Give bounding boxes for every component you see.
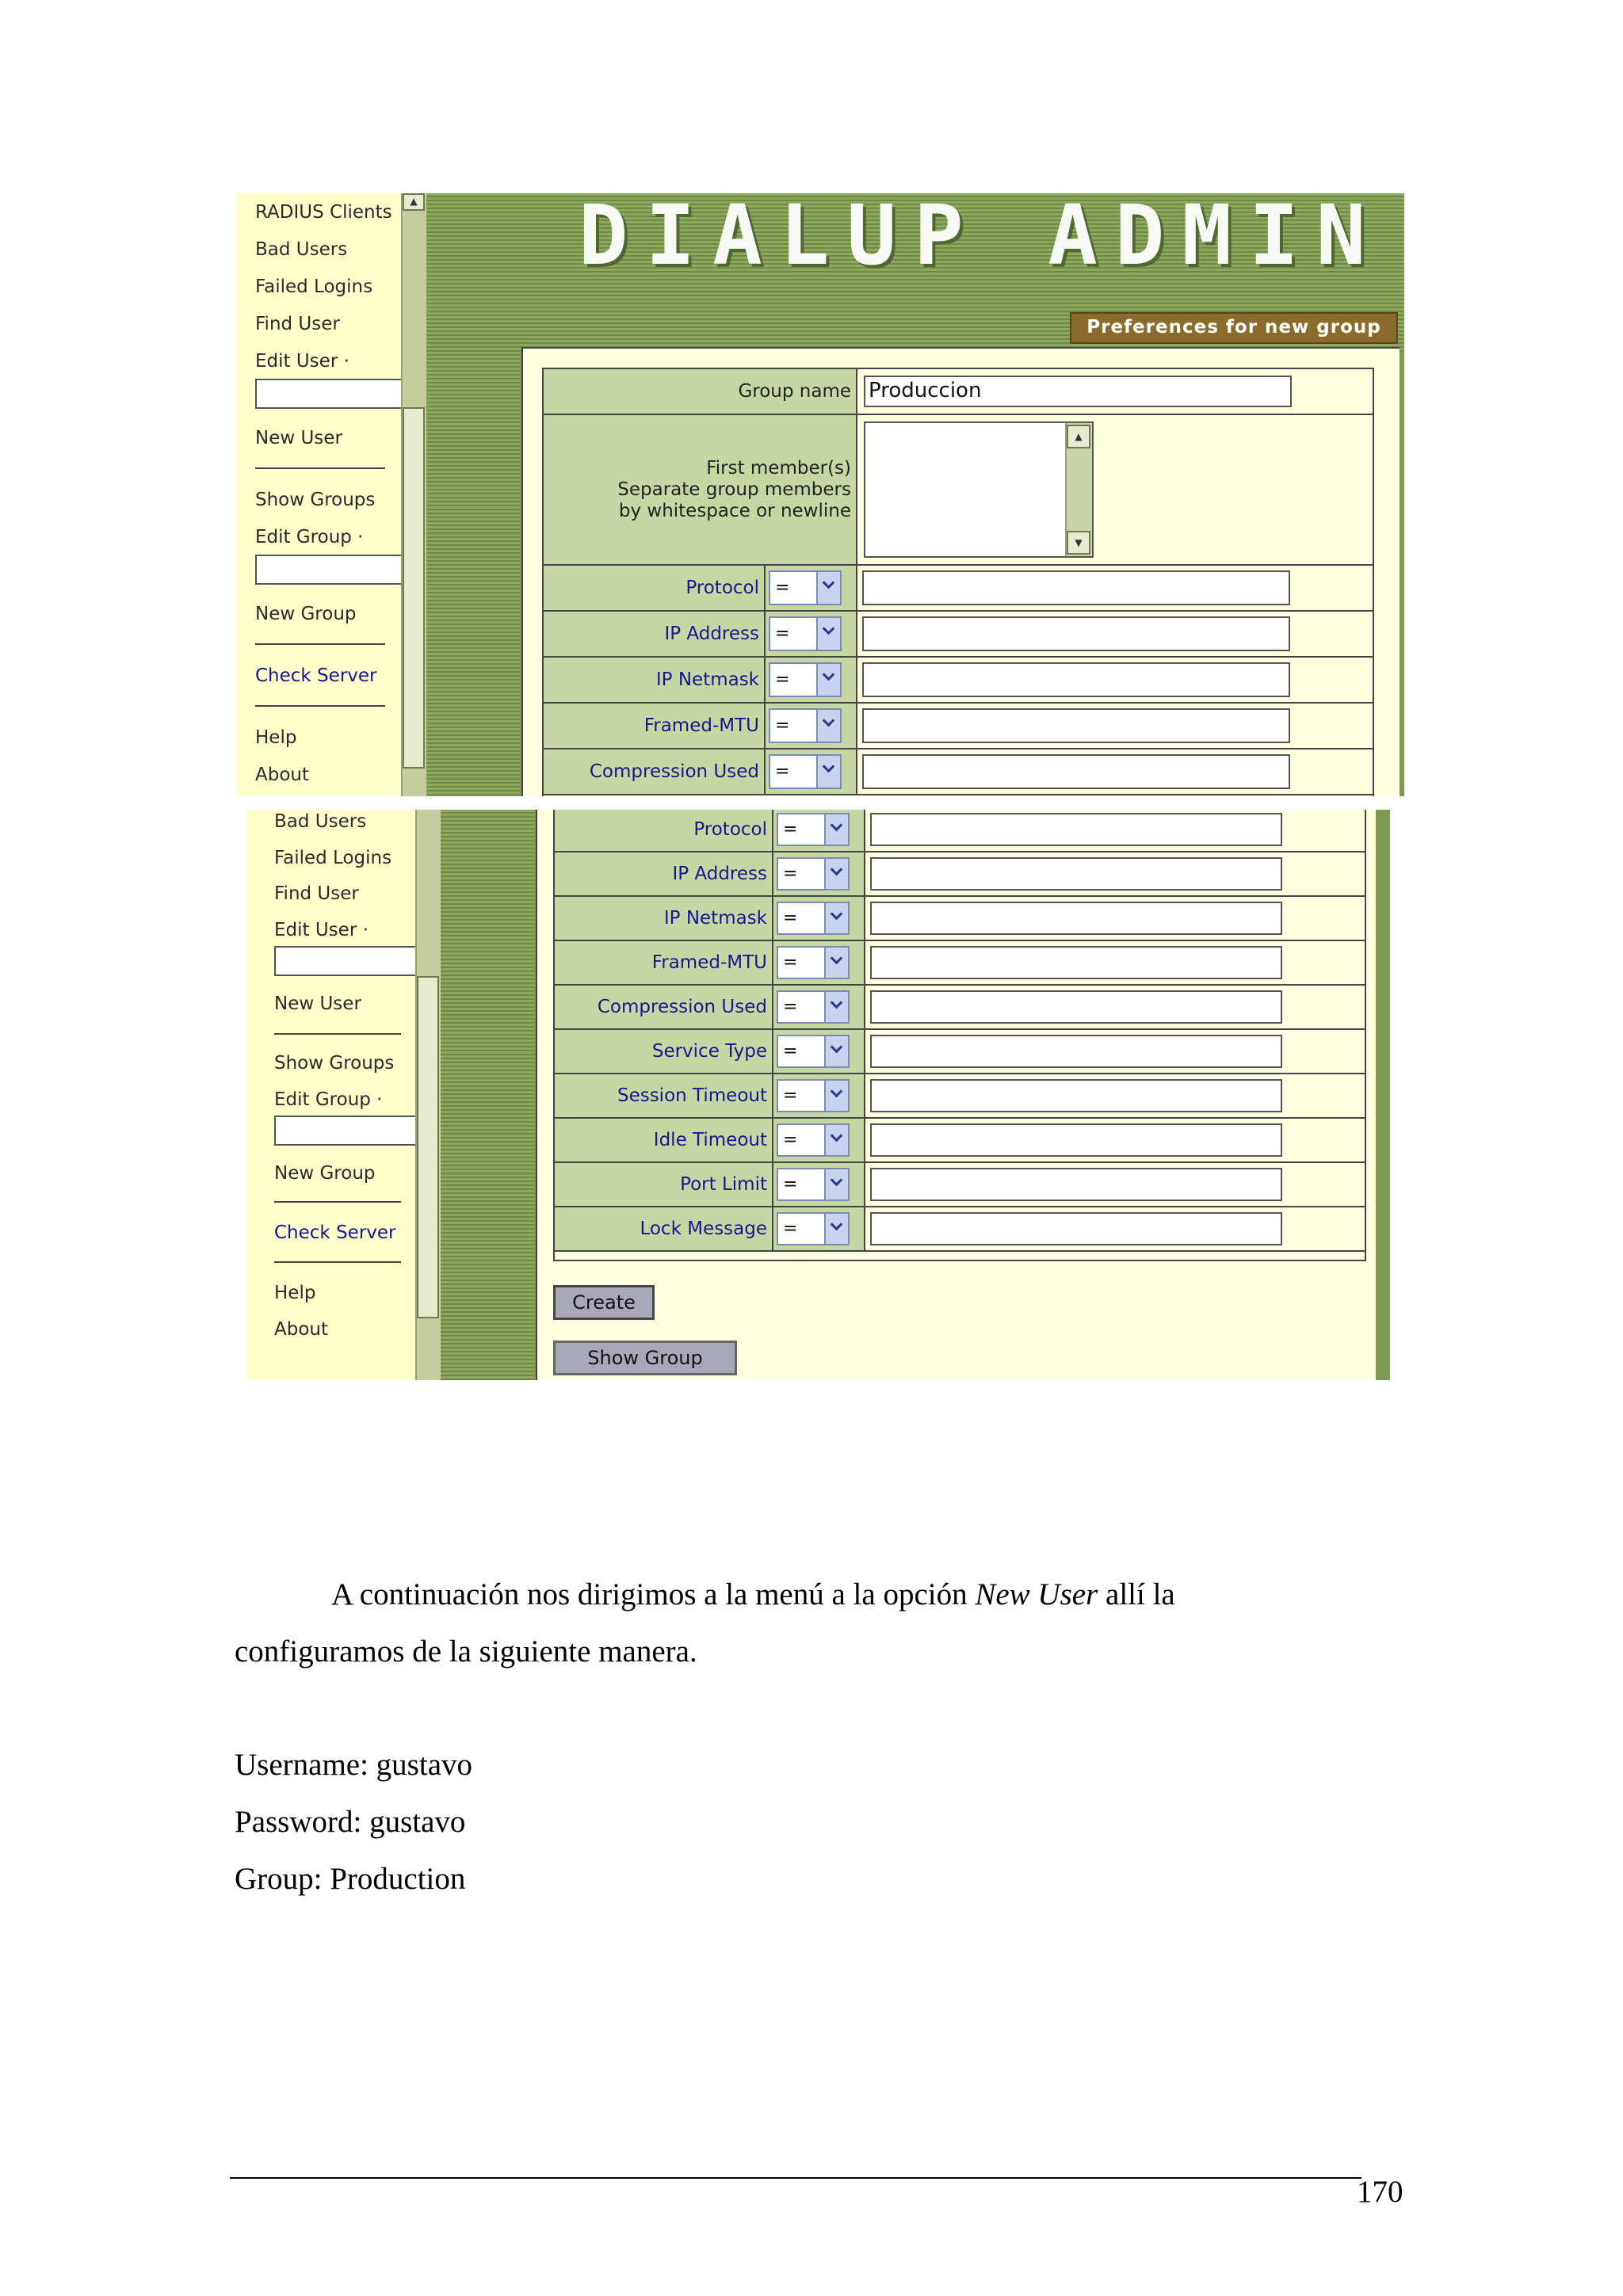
attribute-label: Framed-MTU: [544, 704, 766, 748]
sidebar-item-edit-user[interactable]: Edit User ·: [255, 351, 349, 372]
members-row: [544, 415, 1373, 566]
sidebar-nav: [236, 193, 401, 796]
sidebar-item-new-user[interactable]: New User: [255, 428, 342, 448]
operator-value: =: [775, 761, 790, 782]
chevron-down-icon[interactable]: [824, 948, 848, 978]
chevron-down-icon[interactable]: [824, 1125, 848, 1155]
password-line: Password: gustavo: [235, 1805, 466, 1839]
operator-select[interactable]: [777, 1123, 850, 1157]
operator-cell: [773, 852, 865, 895]
attribute-row: [544, 658, 1373, 704]
operator-cell: [773, 1074, 865, 1117]
sidebar-item-find-user[interactable]: Find User: [255, 314, 340, 334]
paragraph-text-end: allí la: [1098, 1577, 1175, 1611]
attribute-value-input[interactable]: [862, 708, 1290, 743]
sidebar-item-show-groups[interactable]: Show Groups: [255, 490, 376, 510]
attribute-label: Service Type: [555, 1030, 773, 1073]
attribute-row: [544, 704, 1373, 749]
paragraph-text-start: A continuación nos dirigimos a la menú a la opción: [331, 1577, 976, 1611]
left-stripe: [426, 352, 520, 796]
operator-select[interactable]: [777, 813, 850, 846]
sidebar-item-help[interactable]: Help: [274, 1283, 316, 1303]
chevron-down-icon[interactable]: [816, 756, 840, 788]
edit-user-input[interactable]: [255, 379, 403, 409]
sidebar-divider: [274, 1201, 401, 1203]
attribute-label: IP Address: [544, 612, 766, 656]
operator-value: =: [783, 1130, 798, 1150]
operator-cell: [773, 1119, 865, 1161]
scrollbar-thumb[interactable]: [403, 407, 425, 769]
attribute-label: Compression Used: [555, 986, 773, 1028]
operator-cell: [773, 986, 865, 1028]
operator-value: =: [775, 578, 790, 598]
sidebar-item-about[interactable]: About: [255, 765, 310, 785]
operator-value: =: [783, 1174, 798, 1195]
paragraph-italic-new-user: New User: [975, 1577, 1098, 1611]
operator-value: =: [783, 1041, 798, 1062]
sidebar-divider: [255, 643, 385, 645]
attribute-row: [555, 986, 1365, 1030]
paragraph-line-2: configuramos de la siguiente manera.: [235, 1634, 697, 1669]
chevron-down-icon[interactable]: [824, 1081, 848, 1111]
operator-cell: [773, 1207, 865, 1250]
operator-value: =: [783, 952, 798, 973]
group-name-input[interactable]: Produccion: [864, 376, 1292, 407]
preferences-tab: Preferences for new group: [1070, 312, 1398, 344]
attribute-value-input[interactable]: [862, 616, 1290, 651]
operator-cell: [766, 612, 857, 656]
create-button[interactable]: Create: [553, 1285, 655, 1320]
attribute-row: [544, 612, 1373, 658]
scroll-down-icon[interactable]: ▼: [1067, 531, 1090, 555]
attribute-label: Compression Used: [544, 749, 766, 794]
sidebar-item-bad-users[interactable]: Bad Users: [274, 811, 367, 832]
attribute-value-input[interactable]: [870, 1079, 1282, 1112]
attribute-label: Protocol: [544, 566, 766, 610]
attribute-value-input[interactable]: [870, 1123, 1282, 1157]
sidebar-divider: [255, 705, 385, 707]
show-group-button[interactable]: Show Group: [553, 1341, 737, 1375]
chevron-down-icon[interactable]: [824, 1036, 848, 1066]
chevron-down-icon[interactable]: [824, 814, 848, 845]
edit-group-input[interactable]: [255, 555, 403, 585]
group-form: [542, 368, 1374, 796]
operator-select[interactable]: [777, 990, 850, 1024]
attribute-row: [555, 1074, 1365, 1119]
sidebar-item-new-group[interactable]: New Group: [255, 604, 357, 624]
sidebar-divider: [255, 467, 385, 469]
members-label-line3: by whitespace or newline: [618, 500, 851, 521]
sidebar-item-new-user[interactable]: New User: [274, 994, 361, 1014]
attribute-row: [555, 897, 1365, 941]
sidebar-item-radius-clients[interactable]: RADIUS Clients: [255, 202, 392, 223]
chevron-down-icon[interactable]: [816, 664, 840, 696]
sidebar-item-bad-users[interactable]: Bad Users: [255, 239, 348, 260]
attribute-row: [555, 852, 1365, 897]
chevron-down-icon[interactable]: [824, 859, 848, 889]
attribute-value-input[interactable]: [870, 1035, 1282, 1068]
group-name-label: Group name: [544, 369, 857, 414]
chevron-down-icon[interactable]: [824, 1214, 848, 1244]
operator-value: =: [783, 1085, 798, 1106]
attribute-value-input[interactable]: [870, 1168, 1282, 1201]
sidebar-item-check-server[interactable]: Check Server: [255, 666, 377, 686]
attribute-row: [555, 810, 1365, 852]
attribute-row: [555, 1119, 1365, 1163]
operator-select[interactable]: [777, 1035, 850, 1068]
operator-cell: [773, 1163, 865, 1206]
operator-cell: [773, 1030, 865, 1073]
sidebar-item-edit-group[interactable]: Edit Group ·: [274, 1089, 383, 1110]
sidebar-item-failed-logins[interactable]: Failed Logins: [274, 848, 392, 868]
attribute-value-input[interactable]: [870, 857, 1282, 891]
operator-value: =: [775, 624, 790, 644]
operator-select[interactable]: [769, 754, 842, 789]
attribute-label: Framed-MTU: [555, 941, 773, 984]
sidebar-item-find-user[interactable]: Find User: [274, 883, 359, 904]
operator-select[interactable]: [777, 1212, 850, 1245]
page-number: 170: [1357, 2175, 1403, 2209]
operator-cell: [773, 941, 865, 984]
screenshot-top: [236, 193, 1404, 796]
sidebar-item-show-groups[interactable]: Show Groups: [274, 1053, 395, 1074]
attribute-label: IP Address: [555, 852, 773, 895]
operator-select[interactable]: [777, 902, 850, 935]
attribute-row: [555, 1207, 1365, 1252]
attribute-row: [555, 1163, 1365, 1207]
sidebar-item-about[interactable]: About: [274, 1319, 329, 1340]
attribute-row: [544, 566, 1373, 612]
chevron-down-icon[interactable]: [824, 992, 848, 1022]
chevron-down-icon[interactable]: [824, 903, 848, 933]
attribute-value-input[interactable]: [870, 902, 1282, 935]
chevron-down-icon[interactable]: [816, 710, 840, 742]
sidebar-item-new-group[interactable]: New Group: [274, 1163, 376, 1184]
attribute-label: Lock Message: [555, 1207, 773, 1250]
attribute-label: Idle Timeout: [555, 1119, 773, 1161]
operator-select[interactable]: [769, 616, 842, 651]
paragraph-line-1: [331, 1577, 1175, 1612]
edit-group-input[interactable]: [274, 1116, 417, 1146]
operator-select[interactable]: [777, 857, 850, 891]
members-textarea[interactable]: [864, 421, 1094, 558]
sidebar-divider: [274, 1261, 401, 1263]
attribute-label: IP Netmask: [544, 658, 766, 702]
operator-cell: [766, 658, 857, 702]
main-panel: [536, 810, 1376, 1380]
scroll-up-icon[interactable]: ▲: [1067, 425, 1090, 448]
operator-select[interactable]: [769, 708, 842, 743]
members-label-line1: First member(s): [706, 457, 851, 479]
operator-select[interactable]: [777, 1079, 850, 1112]
chevron-down-icon[interactable]: [816, 572, 840, 604]
banner-title: DIALUP ADMIN: [579, 193, 1384, 284]
operator-value: =: [783, 819, 798, 840]
operator-select[interactable]: [769, 662, 842, 697]
attribute-value-input[interactable]: [870, 946, 1282, 979]
chevron-down-icon[interactable]: [824, 1169, 848, 1199]
operator-select[interactable]: [769, 570, 842, 605]
sidebar-item-edit-group[interactable]: Edit Group ·: [255, 527, 364, 547]
attribute-value-input[interactable]: [870, 990, 1282, 1024]
operator-value: =: [783, 908, 798, 929]
edit-user-input[interactable]: [274, 946, 417, 976]
attribute-row: [555, 941, 1365, 986]
sidebar-divider: [274, 1033, 401, 1035]
sidebar-item-edit-user[interactable]: Edit User ·: [274, 920, 369, 940]
scrollbar-thumb[interactable]: [417, 976, 439, 1318]
attribute-label: Session Timeout: [555, 1074, 773, 1117]
attribute-value-input[interactable]: [870, 813, 1282, 846]
attribute-label: Port Limit: [555, 1163, 773, 1206]
main-panel: [521, 347, 1400, 796]
attribute-value-input[interactable]: [862, 570, 1290, 605]
attribute-label: Protocol: [555, 810, 773, 851]
operator-select[interactable]: [777, 946, 850, 979]
screenshot-bottom: [247, 810, 1390, 1380]
operator-cell: [766, 749, 857, 794]
attribute-value-input[interactable]: [862, 754, 1290, 789]
group-line: Group: Production: [235, 1862, 466, 1896]
attribute-label: IP Netmask: [555, 897, 773, 940]
operator-select[interactable]: [777, 1168, 850, 1201]
sidebar-item-failed-logins[interactable]: Failed Logins: [255, 277, 373, 297]
attribute-value-input[interactable]: [870, 1212, 1282, 1245]
operator-value: =: [775, 715, 790, 736]
operator-value: =: [783, 864, 798, 884]
attribute-row: [544, 749, 1373, 795]
operator-value: =: [775, 669, 790, 690]
attributes-form: [553, 810, 1366, 1261]
chevron-down-icon[interactable]: [816, 618, 840, 650]
members-label: [544, 415, 857, 564]
left-stripe: [441, 810, 534, 1380]
members-label-line2: Separate group members: [617, 479, 851, 500]
operator-cell: [773, 897, 865, 940]
scroll-up-icon[interactable]: ▲: [403, 193, 425, 211]
footer-rule: [230, 2177, 1361, 2179]
operator-cell: [766, 704, 857, 748]
operator-value: =: [783, 1219, 798, 1239]
group-name-row: [544, 369, 1373, 415]
attribute-value-input[interactable]: [862, 662, 1290, 697]
operator-value: =: [783, 997, 798, 1017]
operator-cell: [773, 810, 865, 851]
sidebar-item-help[interactable]: Help: [255, 727, 297, 748]
username-line: Username: gustavo: [235, 1748, 473, 1782]
sidebar-nav: [247, 810, 415, 1380]
operator-cell: [766, 566, 857, 610]
sidebar-item-check-server[interactable]: Check Server: [274, 1222, 396, 1243]
attribute-row: [555, 1030, 1365, 1074]
